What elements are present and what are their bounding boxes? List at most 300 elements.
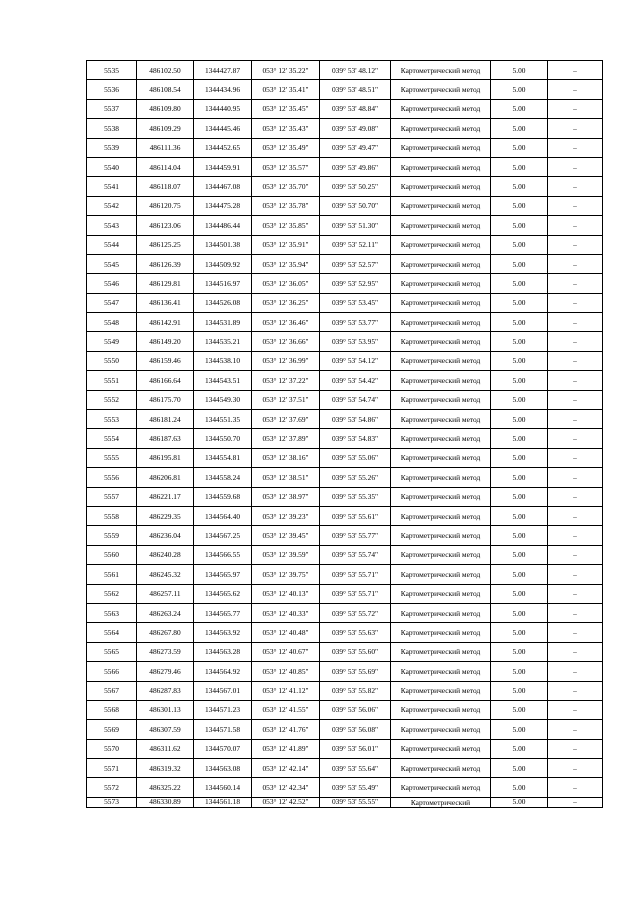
point-number-cell: 5549 — [87, 332, 137, 351]
x-coordinate-cell: 486129.81 — [137, 274, 194, 293]
longitude-cell: 039° 53' 53.77" — [320, 313, 391, 332]
description-cell: – — [548, 119, 603, 138]
table-row — [87, 138, 603, 157]
description-cell: – — [548, 80, 603, 99]
y-coordinate-cell: 1344549.30 — [194, 390, 252, 409]
accuracy-cell: 5.00 — [491, 487, 548, 506]
method-cell: Картометрический метод — [391, 759, 491, 778]
method-cell: Картометрический метод — [391, 700, 491, 719]
accuracy-cell: 5.00 — [491, 545, 548, 564]
method-cell: Картометрический — [391, 797, 491, 807]
table-row — [87, 778, 603, 797]
description-cell: – — [548, 545, 603, 564]
description-cell: – — [548, 584, 603, 603]
latitude-cell: 053° 12' 37.22" — [252, 371, 320, 390]
point-number-cell: 5541 — [87, 177, 137, 196]
y-coordinate-cell: 1344571.23 — [194, 700, 252, 719]
point-number-cell: 5571 — [87, 759, 137, 778]
latitude-cell: 053° 12' 40.67" — [252, 642, 320, 661]
latitude-cell: 053° 12' 37.69" — [252, 410, 320, 429]
x-coordinate-cell: 486175.70 — [137, 390, 194, 409]
table-row — [87, 700, 603, 719]
accuracy-cell: 5.00 — [491, 61, 548, 80]
point-number-cell: 5567 — [87, 681, 137, 700]
y-coordinate-cell: 1344565.62 — [194, 584, 252, 603]
x-coordinate-cell: 486118.07 — [137, 177, 194, 196]
method-cell: Картометрический метод — [391, 739, 491, 758]
description-cell: – — [548, 371, 603, 390]
longitude-cell: 039° 53' 54.74" — [320, 390, 391, 409]
latitude-cell: 053° 12' 40.48" — [252, 623, 320, 642]
table-row — [87, 526, 603, 545]
point-number-cell: 5544 — [87, 235, 137, 254]
table-row — [87, 584, 603, 603]
accuracy-cell: 5.00 — [491, 429, 548, 448]
description-cell: – — [548, 196, 603, 215]
accuracy-cell: 5.00 — [491, 119, 548, 138]
point-number-cell: 5559 — [87, 526, 137, 545]
accuracy-cell: 5.00 — [491, 371, 548, 390]
longitude-cell: 039° 53' 49.47" — [320, 138, 391, 157]
method-cell: Картометрический метод — [391, 565, 491, 584]
point-number-cell: 5547 — [87, 293, 137, 312]
method-cell: Картометрический метод — [391, 138, 491, 157]
accuracy-cell: 5.00 — [491, 351, 548, 370]
longitude-cell: 039° 53' 55.26" — [320, 468, 391, 487]
y-coordinate-cell: 1344554.81 — [194, 448, 252, 467]
y-coordinate-cell: 1344561.18 — [194, 797, 252, 807]
method-cell: Картометрический метод — [391, 448, 491, 467]
point-number-cell: 5545 — [87, 254, 137, 273]
table-row — [87, 759, 603, 778]
y-coordinate-cell: 1344526.08 — [194, 293, 252, 312]
accuracy-cell: 5.00 — [491, 99, 548, 118]
x-coordinate-cell: 486125.25 — [137, 235, 194, 254]
y-coordinate-cell: 1344570.07 — [194, 739, 252, 758]
point-number-cell: 5573 — [87, 797, 137, 807]
table-row — [87, 119, 603, 138]
longitude-cell: 039° 53' 56.08" — [320, 720, 391, 739]
y-coordinate-cell: 1344531.89 — [194, 313, 252, 332]
accuracy-cell: 5.00 — [491, 623, 548, 642]
y-coordinate-cell: 1344564.92 — [194, 662, 252, 681]
x-coordinate-cell: 486279.46 — [137, 662, 194, 681]
x-coordinate-cell: 486325.22 — [137, 778, 194, 797]
table-row — [87, 565, 603, 584]
point-number-cell: 5561 — [87, 565, 137, 584]
y-coordinate-cell: 1344564.40 — [194, 506, 252, 525]
x-coordinate-cell: 486114.04 — [137, 157, 194, 176]
table-row — [87, 371, 603, 390]
method-cell: Картометрический метод — [391, 196, 491, 215]
y-coordinate-cell: 1344565.97 — [194, 565, 252, 584]
accuracy-cell: 5.00 — [491, 313, 548, 332]
description-cell: – — [548, 157, 603, 176]
accuracy-cell: 5.00 — [491, 584, 548, 603]
latitude-cell: 053° 12' 40.33" — [252, 603, 320, 622]
y-coordinate-cell: 1344543.51 — [194, 371, 252, 390]
point-number-cell: 5562 — [87, 584, 137, 603]
y-coordinate-cell: 1344501.38 — [194, 235, 252, 254]
description-cell: – — [548, 293, 603, 312]
description-cell: – — [548, 468, 603, 487]
latitude-cell: 053° 12' 37.89" — [252, 429, 320, 448]
accuracy-cell: 5.00 — [491, 739, 548, 758]
accuracy-cell: 5.00 — [491, 681, 548, 700]
x-coordinate-cell: 486267.80 — [137, 623, 194, 642]
point-number-cell: 5564 — [87, 623, 137, 642]
y-coordinate-cell: 1344565.77 — [194, 603, 252, 622]
y-coordinate-cell: 1344558.24 — [194, 468, 252, 487]
description-cell: – — [548, 235, 603, 254]
description-cell: – — [548, 662, 603, 681]
table-row — [87, 196, 603, 215]
description-cell: – — [548, 642, 603, 661]
table-body — [87, 61, 603, 808]
x-coordinate-cell: 486319.32 — [137, 759, 194, 778]
x-coordinate-cell: 486187.63 — [137, 429, 194, 448]
y-coordinate-cell: 1344538.10 — [194, 351, 252, 370]
description-cell: – — [548, 448, 603, 467]
x-coordinate-cell: 486206.81 — [137, 468, 194, 487]
method-cell: Картометрический метод — [391, 371, 491, 390]
latitude-cell: 053° 12' 35.85" — [252, 216, 320, 235]
table-row — [87, 293, 603, 312]
method-cell: Картометрический метод — [391, 119, 491, 138]
description-cell: – — [548, 332, 603, 351]
x-coordinate-cell: 486330.89 — [137, 797, 194, 807]
longitude-cell: 039° 53' 55.63" — [320, 623, 391, 642]
description-cell: – — [548, 274, 603, 293]
latitude-cell: 053° 12' 35.43" — [252, 119, 320, 138]
accuracy-cell: 5.00 — [491, 177, 548, 196]
latitude-cell: 053° 12' 35.49" — [252, 138, 320, 157]
description-cell: – — [548, 487, 603, 506]
point-number-cell: 5558 — [87, 506, 137, 525]
y-coordinate-cell: 1344459.91 — [194, 157, 252, 176]
method-cell: Картометрический метод — [391, 254, 491, 273]
accuracy-cell: 5.00 — [491, 274, 548, 293]
y-coordinate-cell: 1344509.92 — [194, 254, 252, 273]
x-coordinate-cell: 486273.59 — [137, 642, 194, 661]
x-coordinate-cell: 486109.29 — [137, 119, 194, 138]
table-row — [87, 351, 603, 370]
latitude-cell: 053° 12' 39.45" — [252, 526, 320, 545]
y-coordinate-cell: 1344571.58 — [194, 720, 252, 739]
x-coordinate-cell: 486307.59 — [137, 720, 194, 739]
table-row — [87, 216, 603, 235]
description-cell: – — [548, 254, 603, 273]
table-row — [87, 157, 603, 176]
accuracy-cell: 5.00 — [491, 216, 548, 235]
table-row — [87, 545, 603, 564]
point-number-cell: 5535 — [87, 61, 137, 80]
y-coordinate-cell: 1344427.87 — [194, 61, 252, 80]
method-cell: Картометрический метод — [391, 545, 491, 564]
table-row — [87, 313, 603, 332]
longitude-cell: 039° 53' 48.12" — [320, 61, 391, 80]
accuracy-cell: 5.00 — [491, 759, 548, 778]
longitude-cell: 039° 53' 55.74" — [320, 545, 391, 564]
longitude-cell: 039° 53' 55.71" — [320, 565, 391, 584]
longitude-cell: 039° 53' 54.12" — [320, 351, 391, 370]
table-row — [87, 642, 603, 661]
method-cell: Картометрический метод — [391, 61, 491, 80]
longitude-cell: 039° 53' 56.01" — [320, 739, 391, 758]
description-cell: – — [548, 603, 603, 622]
point-number-cell: 5540 — [87, 157, 137, 176]
latitude-cell: 053° 12' 35.78" — [252, 196, 320, 215]
latitude-cell: 053° 12' 41.55" — [252, 700, 320, 719]
latitude-cell: 053° 12' 35.70" — [252, 177, 320, 196]
description-cell: – — [548, 720, 603, 739]
latitude-cell: 053° 12' 42.52" — [252, 797, 320, 807]
x-coordinate-cell: 486120.75 — [137, 196, 194, 215]
accuracy-cell: 5.00 — [491, 468, 548, 487]
latitude-cell: 053° 12' 37.51" — [252, 390, 320, 409]
method-cell: Картометрический метод — [391, 720, 491, 739]
x-coordinate-cell: 486142.91 — [137, 313, 194, 332]
accuracy-cell: 5.00 — [491, 662, 548, 681]
longitude-cell: 039° 53' 55.71" — [320, 584, 391, 603]
latitude-cell: 053° 12' 36.46" — [252, 313, 320, 332]
longitude-cell: 039° 53' 53.45" — [320, 293, 391, 312]
accuracy-cell: 5.00 — [491, 700, 548, 719]
method-cell: Картометрический метод — [391, 351, 491, 370]
point-number-cell: 5570 — [87, 739, 137, 758]
description-cell: – — [548, 778, 603, 797]
accuracy-cell: 5.00 — [491, 138, 548, 157]
description-cell: – — [548, 313, 603, 332]
method-cell: Картометрический метод — [391, 584, 491, 603]
accuracy-cell: 5.00 — [491, 565, 548, 584]
table-row — [87, 235, 603, 254]
longitude-cell: 039° 53' 49.86" — [320, 157, 391, 176]
description-cell: – — [548, 216, 603, 235]
x-coordinate-cell: 486257.11 — [137, 584, 194, 603]
table-row — [87, 506, 603, 525]
description-cell: – — [548, 61, 603, 80]
accuracy-cell: 5.00 — [491, 254, 548, 273]
latitude-cell: 053° 12' 41.12" — [252, 681, 320, 700]
latitude-cell: 053° 12' 36.05" — [252, 274, 320, 293]
point-number-cell: 5550 — [87, 351, 137, 370]
latitude-cell: 053° 12' 39.59" — [252, 545, 320, 564]
y-coordinate-cell: 1344434.96 — [194, 80, 252, 99]
latitude-cell: 053° 12' 42.34" — [252, 778, 320, 797]
method-cell: Картометрический метод — [391, 410, 491, 429]
point-number-cell: 5539 — [87, 138, 137, 157]
table-row — [87, 603, 603, 622]
longitude-cell: 039° 53' 48.51" — [320, 80, 391, 99]
method-cell: Картометрический метод — [391, 526, 491, 545]
method-cell: Картометрический метод — [391, 80, 491, 99]
table-row — [87, 662, 603, 681]
longitude-cell: 039° 53' 51.30" — [320, 216, 391, 235]
longitude-cell: 039° 53' 53.95" — [320, 332, 391, 351]
longitude-cell: 039° 53' 50.25" — [320, 177, 391, 196]
accuracy-cell: 5.00 — [491, 80, 548, 99]
description-cell: – — [548, 177, 603, 196]
x-coordinate-cell: 486159.46 — [137, 351, 194, 370]
longitude-cell: 039° 53' 52.11" — [320, 235, 391, 254]
x-coordinate-cell: 486245.32 — [137, 565, 194, 584]
method-cell: Картометрический метод — [391, 332, 491, 351]
description-cell: – — [548, 739, 603, 758]
latitude-cell: 053° 12' 38.97" — [252, 487, 320, 506]
y-coordinate-cell: 1344486.44 — [194, 216, 252, 235]
point-number-cell: 5551 — [87, 371, 137, 390]
description-cell: – — [548, 700, 603, 719]
latitude-cell: 053° 12' 38.51" — [252, 468, 320, 487]
x-coordinate-cell: 486102.50 — [137, 61, 194, 80]
description-cell: – — [548, 623, 603, 642]
latitude-cell: 053° 12' 42.14" — [252, 759, 320, 778]
table-row — [87, 332, 603, 351]
accuracy-cell: 5.00 — [491, 235, 548, 254]
table-row — [87, 177, 603, 196]
method-cell: Картометрический метод — [391, 99, 491, 118]
y-coordinate-cell: 1344535.21 — [194, 332, 252, 351]
latitude-cell: 053° 12' 35.94" — [252, 254, 320, 273]
x-coordinate-cell: 486149.20 — [137, 332, 194, 351]
description-cell: – — [548, 99, 603, 118]
y-coordinate-cell: 1344445.46 — [194, 119, 252, 138]
point-number-cell: 5560 — [87, 545, 137, 564]
method-cell: Картометрический метод — [391, 623, 491, 642]
point-number-cell: 5554 — [87, 429, 137, 448]
point-number-cell: 5543 — [87, 216, 137, 235]
method-cell: Картометрический метод — [391, 293, 491, 312]
point-number-cell: 5555 — [87, 448, 137, 467]
method-cell: Картометрический метод — [391, 468, 491, 487]
x-coordinate-cell: 486109.80 — [137, 99, 194, 118]
description-cell: – — [548, 681, 603, 700]
latitude-cell: 053° 12' 35.57" — [252, 157, 320, 176]
coordinates-table — [86, 60, 603, 808]
accuracy-cell: 5.00 — [491, 603, 548, 622]
description-cell: – — [548, 138, 603, 157]
method-cell: Картометрический метод — [391, 216, 491, 235]
y-coordinate-cell: 1344551.35 — [194, 410, 252, 429]
method-cell: Картометрический метод — [391, 235, 491, 254]
accuracy-cell: 5.00 — [491, 293, 548, 312]
method-cell: Картометрический метод — [391, 313, 491, 332]
description-cell: – — [548, 390, 603, 409]
method-cell: Картометрический метод — [391, 778, 491, 797]
longitude-cell: 039° 53' 55.35" — [320, 487, 391, 506]
longitude-cell: 039° 53' 55.60" — [320, 642, 391, 661]
x-coordinate-cell: 486240.28 — [137, 545, 194, 564]
point-number-cell: 5552 — [87, 390, 137, 409]
x-coordinate-cell: 486263.24 — [137, 603, 194, 622]
point-number-cell: 5557 — [87, 487, 137, 506]
method-cell: Картометрический метод — [391, 274, 491, 293]
x-coordinate-cell: 486311.62 — [137, 739, 194, 758]
x-coordinate-cell: 486166.64 — [137, 371, 194, 390]
x-coordinate-cell: 486111.36 — [137, 138, 194, 157]
latitude-cell: 053° 12' 35.91" — [252, 235, 320, 254]
x-coordinate-cell: 486195.81 — [137, 448, 194, 467]
accuracy-cell: 5.00 — [491, 778, 548, 797]
x-coordinate-cell: 486136.41 — [137, 293, 194, 312]
point-number-cell: 5565 — [87, 642, 137, 661]
description-cell: – — [548, 759, 603, 778]
y-coordinate-cell: 1344516.97 — [194, 274, 252, 293]
longitude-cell: 039° 53' 55.69" — [320, 662, 391, 681]
accuracy-cell: 5.00 — [491, 410, 548, 429]
method-cell: Картометрический метод — [391, 429, 491, 448]
x-coordinate-cell: 486126.39 — [137, 254, 194, 273]
y-coordinate-cell: 1344475.28 — [194, 196, 252, 215]
description-cell: – — [548, 429, 603, 448]
accuracy-cell: 5.00 — [491, 506, 548, 525]
point-number-cell: 5536 — [87, 80, 137, 99]
table-row — [87, 80, 603, 99]
longitude-cell: 039° 53' 48.84" — [320, 99, 391, 118]
table-row — [87, 254, 603, 273]
y-coordinate-cell: 1344467.08 — [194, 177, 252, 196]
latitude-cell: 053° 12' 35.22" — [252, 61, 320, 80]
longitude-cell: 039° 53' 55.61" — [320, 506, 391, 525]
longitude-cell: 039° 53' 55.64" — [320, 759, 391, 778]
table-row — [87, 468, 603, 487]
point-number-cell: 5537 — [87, 99, 137, 118]
longitude-cell: 039° 53' 54.42" — [320, 371, 391, 390]
point-number-cell: 5548 — [87, 313, 137, 332]
method-cell: Картометрический метод — [391, 506, 491, 525]
y-coordinate-cell: 1344440.95 — [194, 99, 252, 118]
latitude-cell: 053° 12' 39.23" — [252, 506, 320, 525]
table-row — [87, 390, 603, 409]
y-coordinate-cell: 1344563.08 — [194, 759, 252, 778]
table-row — [87, 448, 603, 467]
x-coordinate-cell: 486123.06 — [137, 216, 194, 235]
x-coordinate-cell: 486108.54 — [137, 80, 194, 99]
method-cell: Картометрический метод — [391, 487, 491, 506]
y-coordinate-cell: 1344550.70 — [194, 429, 252, 448]
x-coordinate-cell: 486221.17 — [137, 487, 194, 506]
description-cell: – — [548, 526, 603, 545]
table-row — [87, 274, 603, 293]
latitude-cell: 053° 12' 39.75" — [252, 565, 320, 584]
y-coordinate-cell: 1344567.25 — [194, 526, 252, 545]
x-coordinate-cell: 486301.13 — [137, 700, 194, 719]
y-coordinate-cell: 1344566.55 — [194, 545, 252, 564]
table-row — [87, 487, 603, 506]
accuracy-cell: 5.00 — [491, 720, 548, 739]
table-row — [87, 681, 603, 700]
table-row — [87, 720, 603, 739]
point-number-cell: 5572 — [87, 778, 137, 797]
longitude-cell: 039° 53' 55.82" — [320, 681, 391, 700]
method-cell: Картометрический метод — [391, 642, 491, 661]
table-row — [87, 623, 603, 642]
x-coordinate-cell: 486236.04 — [137, 526, 194, 545]
latitude-cell: 053° 12' 35.41" — [252, 80, 320, 99]
description-cell: – — [548, 565, 603, 584]
point-number-cell: 5556 — [87, 468, 137, 487]
point-number-cell: 5538 — [87, 119, 137, 138]
latitude-cell: 053° 12' 36.99" — [252, 351, 320, 370]
table-row — [87, 739, 603, 758]
table-row — [87, 61, 603, 80]
description-cell: – — [548, 351, 603, 370]
longitude-cell: 039° 53' 52.95" — [320, 274, 391, 293]
longitude-cell: 039° 53' 55.72" — [320, 603, 391, 622]
accuracy-cell: 5.00 — [491, 390, 548, 409]
y-coordinate-cell: 1344567.01 — [194, 681, 252, 700]
